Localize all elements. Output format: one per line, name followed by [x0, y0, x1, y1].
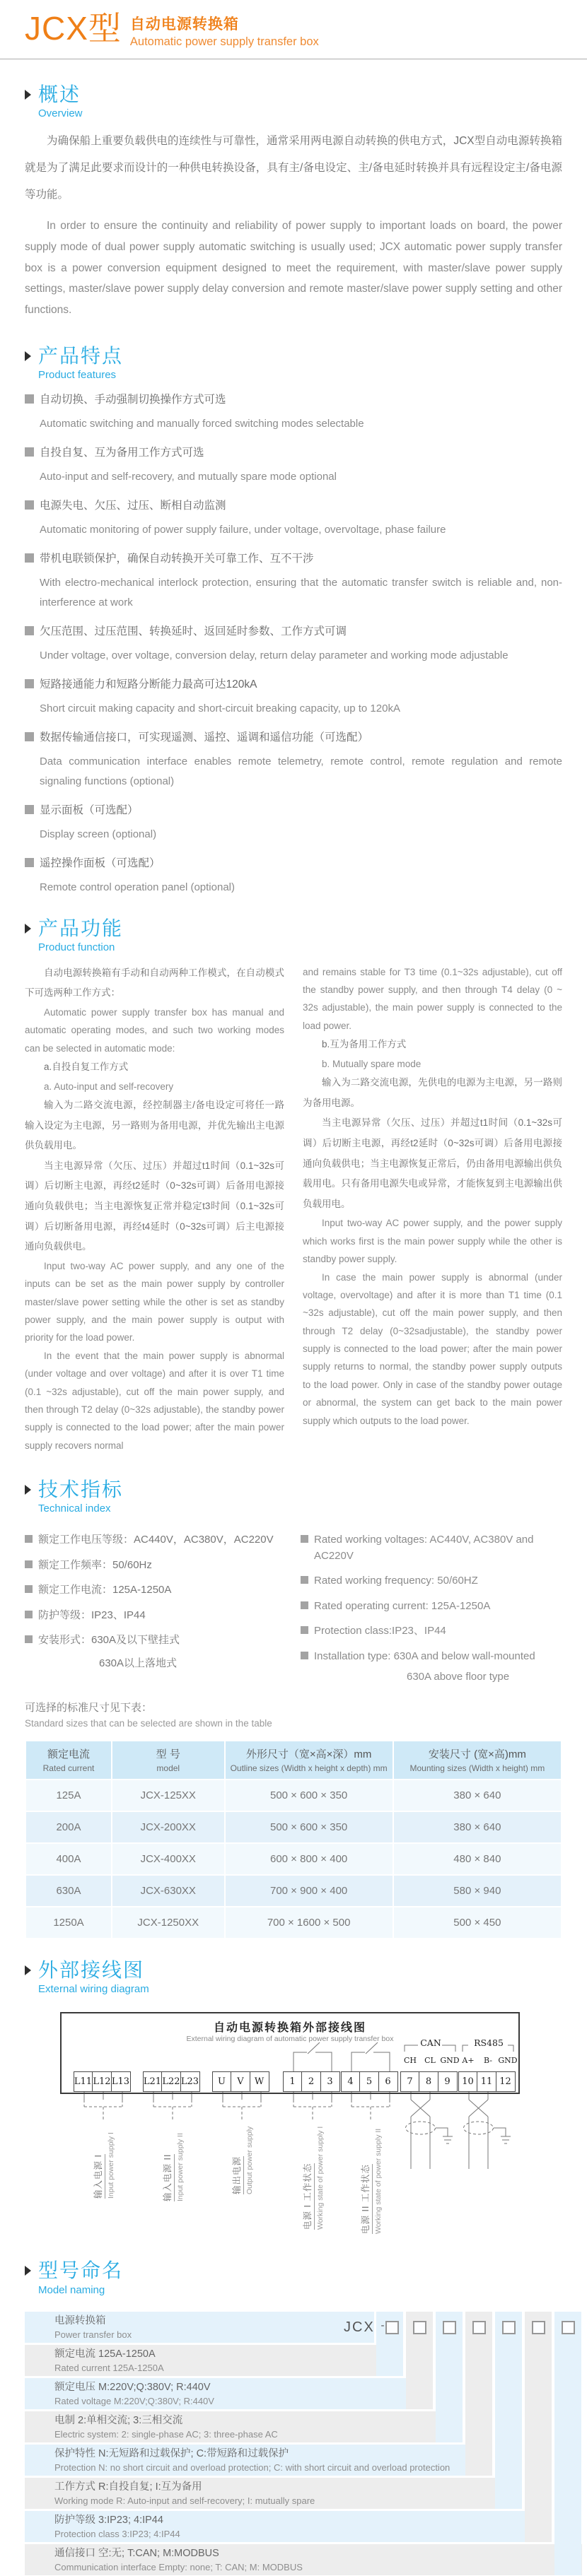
terminal-cell: L21: [143, 2071, 163, 2092]
terminal-cell: 9: [438, 2071, 458, 2092]
triangle-bullet-icon: [25, 1485, 31, 1495]
tech-heading: [25, 1478, 562, 1515]
sizes-table-row: [26, 1780, 561, 1811]
tech-item: 额定工作电流：125A-1250A: [25, 1582, 286, 1599]
label-working-state-2: 电源 II 工作状态 Working state of power supply II: [359, 2129, 383, 2234]
terminal-group-input1: [74, 2071, 131, 2092]
section-tech-index: [25, 1478, 562, 1683]
naming-row: 额定电压 M:220V;Q:380V; R:440V Rated voltage M:220V;Q:380V; R:440V: [25, 2378, 433, 2409]
label-working-state-1: 电源 I 工作状态 Working state of power supply I: [301, 2127, 325, 2230]
overview-paragraph-en: In order to ensure the continuity and reliability of power supply to important loads on board, the power supply mode of dual power supply automatic switching is usually used; JCX automatic power supply transfer box is a power conversion equipment designed to meet the requirement, with master/slave power supply settings, master/slave power supply delay conversion and remote master/slave power supply setting and other functions.: [25, 220, 562, 317]
wiring-box-title-en: External wiring diagram of automatic power supply transfer box: [186, 2035, 394, 2044]
pin-label: GND: [440, 2056, 460, 2066]
overview-heading: [25, 83, 562, 119]
cell-rated-current: 1250A: [26, 1907, 111, 1938]
pin-label: CH: [403, 2056, 417, 2066]
overview-paragraph-zh: 为确保船上重要负载供电的连续性与可靠性，通常采用两电源自动转换的供电方式，JCX型自动电源转换箱就是为了满足此要求而设计的一种供电转换设备，具有主/备电设定、主/备电延时转换并具有远程设定主/备电源等功能。: [25, 135, 562, 201]
label-input-power-2: 输入电源 II Input power supply II: [161, 2134, 185, 2202]
triangle-bullet-icon: [25, 1965, 31, 1975]
rs485-pin-labels: [458, 2056, 518, 2065]
terminal-cell: 5: [359, 2071, 379, 2092]
feature-item: [25, 855, 562, 898]
sizes-table-row: [26, 1812, 561, 1842]
features-title-en: Product features: [38, 369, 117, 382]
sizes-table-header-row: [26, 1741, 561, 1779]
cell-mounting-size: 500 × 450: [394, 1907, 561, 1938]
cell-mounting-size: 580 × 940: [394, 1876, 561, 1906]
header-titles: [130, 11, 319, 49]
sizes-note-en: Standard sizes that can be selected are shown in the table: [25, 1718, 272, 1729]
naming-title-zh: 型号命名: [38, 2259, 124, 2282]
terminal-group-7-9: [401, 2071, 458, 2092]
terminal-cell: 2: [301, 2071, 321, 2092]
naming-digit-column-2: [406, 2312, 433, 2409]
feature-item: [25, 498, 562, 540]
dash: -: [380, 2319, 385, 2331]
cell-model: JCX-630XX: [112, 1876, 224, 1906]
features-list: [25, 392, 562, 898]
terminal-cell: W: [250, 2071, 269, 2092]
terminal-cell: 4: [341, 2071, 361, 2092]
function-paragraph: 输入为二路交流电源，先供电的电源为主电源，另一路则为备用电源。: [303, 1077, 562, 1108]
terminal-group-input2: [144, 2071, 200, 2092]
cell-outline-size: 700 × 1600 × 500: [226, 1907, 393, 1938]
terminal-cell: 12: [496, 2071, 516, 2092]
terminal-cell: L22: [161, 2071, 181, 2092]
feature-item: [25, 676, 562, 719]
sizes-note-zh: 可选择的标准尺寸见下表：: [25, 1702, 153, 1715]
terminal-group-1-3: [284, 2071, 340, 2092]
wiring-heading: [25, 1959, 562, 1995]
wiring-box-title-zh: 自动电源转换箱外部接线图: [213, 2021, 366, 2035]
feature-text-en: Remote control operation panel (optional): [40, 881, 235, 893]
tech-item: 安装形式：630A及以下壁挂式 630A以上落地式: [25, 1633, 286, 1670]
function-heading: [25, 917, 562, 953]
feature-text-zh: 带机电联锁保护，确保自动转换开关可靠工作、互不干涉: [25, 551, 562, 567]
features-heading: [25, 345, 562, 381]
function-paragraph: Automatic power supply transfer box has manual and automatic operating modes, and such two working modes can be selected in automatic mode:: [25, 1006, 284, 1054]
terminal-cell: L23: [180, 2071, 200, 2092]
section-sizes: [25, 1700, 562, 1939]
feature-text-zh: 自投自复、互为备用工作方式可选: [25, 445, 562, 461]
section-wiring: [25, 1959, 562, 2240]
naming-digit-column-1: [376, 2312, 403, 2376]
can-bus-label: CAN: [420, 2037, 441, 2049]
naming-digit-column-7: [554, 2312, 581, 2575]
naming-row: 保护特性 N:无短路和过载保护; C:带短路和过载保护 Protection N: no short circuit and overload protection; C: with short circuit and overload protection: [25, 2445, 492, 2476]
terminal-cell: 1: [283, 2071, 303, 2092]
cell-mounting-size: 380 × 640: [394, 1780, 561, 1811]
feature-text-en: Automatic monitoring of power supply failure, under voltage, overvoltage, phase failure: [40, 524, 446, 536]
section-features: [25, 345, 562, 898]
pin-label: CL: [424, 2056, 436, 2066]
feature-text-zh: 遥控操作面板（可选配）: [25, 855, 562, 871]
cell-rated-current: 400A: [26, 1844, 111, 1874]
feature-item: [25, 802, 562, 845]
square-bullet-icon: [25, 858, 34, 867]
function-paragraph: 输入为二路交流电源，经控制器主/备电设定可将任一路输入设定为主电源，另一路则为备用电源，并优先输出主电源供负载用电。: [25, 1100, 284, 1151]
feature-text-en: Automatic switching and manually forced switching modes selectable: [40, 418, 364, 430]
cell-rated-current: 200A: [26, 1812, 111, 1842]
square-bullet-icon: [301, 1576, 308, 1584]
square-bullet-icon: [25, 1611, 33, 1618]
square-bullet-icon: [25, 626, 34, 635]
tech-item: Rated working voltages: AC440V, AC380V and AC220V: [301, 1532, 562, 1564]
terminal-cell: L12: [92, 2071, 112, 2092]
feature-item: [25, 623, 562, 666]
terminal-cell: L13: [111, 2071, 131, 2092]
naming-row: 通信接口 空:无; T:CAN; M:MODBUS Communication interface Empty: none; T: CAN; M: MODBUS: [25, 2544, 582, 2575]
naming-title-en: Model naming: [38, 2283, 105, 2296]
naming-digit-column-4: [465, 2312, 492, 2476]
naming-digit-column-6: [525, 2312, 552, 2542]
section-model-naming: [25, 2259, 562, 2575]
terminal-cell: V: [231, 2071, 250, 2092]
product-title-en: Automatic power supply transfer box: [129, 35, 319, 48]
cell-outline-size: 600 × 800 × 400: [226, 1844, 393, 1874]
naming-row: 工作方式 R:自投自复; I:互为备用 Working mode R: Auto-input and self-recovery; I: mutually spare: [25, 2478, 522, 2509]
feature-text-en: Under voltage, over voltage, conversion delay, return delay parameter and working mode adjustable: [40, 649, 508, 662]
rs485-bus-label: RS485: [474, 2037, 504, 2049]
feature-item: [25, 392, 562, 434]
terminal-group-output: [213, 2071, 269, 2092]
square-bullet-icon: [25, 1635, 33, 1643]
naming-digit-column-3: [436, 2312, 463, 2442]
naming-row: 电制 2:单相交流; 3:三相交流 Electric system: 2: single-phase AC; 3: three-phase AC: [25, 2411, 463, 2442]
tech-item: 额定工作电压等级：AC440V，AC380V，AC220V: [25, 1532, 286, 1548]
features-title-zh: 产品特点: [38, 344, 124, 367]
function-paragraph: and remains stable for T3 time (0.1~32s adjustable), cut off the standby power supply, and then through T4 delay (0 ~ 32s adjustable), the main power supply is connected to the load power.: [303, 966, 562, 1031]
terminal-cell: L11: [74, 2071, 93, 2092]
terminal-cell: 7: [400, 2071, 420, 2092]
square-bullet-icon: [25, 805, 34, 814]
feature-text-zh: 显示面板（可选配）: [25, 802, 562, 818]
feature-text-en: Data communication interface enables remote telemetry, remote control, remote regulation and remote signaling functions (optional): [40, 755, 562, 787]
square-bullet-icon: [25, 732, 34, 741]
wiring-title-en: External wiring diagram: [38, 1983, 149, 1996]
tech-item: 额定工作频率：50/60Hz: [25, 1558, 286, 1574]
terminal-cell: 11: [477, 2071, 496, 2092]
terminal-group-4-6: [342, 2071, 398, 2092]
square-bullet-icon: [25, 1535, 33, 1543]
feature-text-zh: 短路接通能力和短路分断能力最高可达120kA: [25, 676, 562, 693]
function-paragraph: 当主电源异常（欠压、过压）并超过t1时间（0.1~32s可调）后切断主电源，再经t2延时（0~32s可调）后备用电源接通向负载供电；当主电源恢复正常并稳定t3时间（0.1~32s可调）后切断备用电源，再经t4延时（0~32s可调）后主电源接通向负载供电。: [25, 1160, 284, 1252]
model-naming-diagram: [25, 2312, 562, 2576]
triangle-bullet-icon: [25, 90, 31, 100]
section-overview: [25, 83, 562, 321]
function-paragraph: a.自投自复工作方式: [44, 1061, 129, 1073]
function-paragraph: b. Mutually spare mode: [322, 1058, 422, 1069]
function-paragraph: a. Auto-input and self-recovery: [44, 1081, 174, 1092]
feature-text-zh: 欠压范围、过压范围、转换延时、返回延时参数、工作方式可调: [25, 623, 562, 640]
terminal-cell: 3: [320, 2071, 340, 2092]
label-output-power: 输出电源 Output power supply: [230, 2127, 254, 2194]
tech-item: Rated operating current: 125A-1250A: [301, 1599, 562, 1615]
square-bullet-icon: [25, 1585, 33, 1593]
function-paragraph: Input two-way AC power supply, and the power supply which works first is the main power supply while the other is standby power supply.: [303, 1218, 562, 1265]
overview-title-zh: 概述: [38, 83, 81, 105]
cell-model: JCX-1250XX: [112, 1907, 224, 1938]
cell-mounting-size: 480 × 840: [394, 1844, 561, 1874]
function-paragraph: Input two-way AC power supply, and any one of the inputs can be set as the main power supply by controller master/slave power setting while the other is set as standby power supply, and the main power supply is output with priority for the load power.: [25, 1260, 284, 1343]
terminal-cell: 8: [419, 2071, 438, 2092]
feature-text-zh: 数据传输通信接口，可实现遥测、遥控、遥调和遥信功能（可选配）: [25, 729, 562, 746]
page-header: [0, 0, 587, 49]
cell-mounting-size: 380 × 640: [394, 1812, 561, 1842]
square-bullet-icon: [301, 1652, 308, 1659]
pin-label: B-: [483, 2056, 492, 2066]
overview-title-en: Overview: [38, 107, 83, 120]
square-bullet-icon: [25, 679, 34, 688]
cell-model: JCX-125XX: [112, 1780, 224, 1811]
function-title-zh: 产品功能: [38, 917, 124, 939]
function-paragraph: In the event that the main power supply is abnormal (under voltage and over voltage) and after it is over T1 time (0.1 ~32s adjustable), cut off the main power supply, and then through T2 delay (0~32s adjustable), the standby power supply is connected to the load power; after the main power supply recovers normal: [25, 1350, 284, 1451]
terminal-cell: 6: [378, 2071, 398, 2092]
label-input-power-1: 输入电源 I Input power supply I: [91, 2132, 115, 2199]
function-paragraph: In case the main power supply is abnormal (under voltage, overvoltage) and after it is more than T1 time (0.1 ~32s adjustable), cut off the main power supply, and then through T2 delay (0~32sadjustable), the standby power supply is connected to the load power; after the main power supply returns to normal, the standby power supply outputs to the load power. Only in case of the standby power outage or abnormal, the system can get back to the main power supply which outputs to the load power.: [303, 1271, 562, 1426]
function-paragraph: 自动电源转换箱有手动和自动两种工作模式，在自动模式下可选两种工作方式：: [25, 967, 284, 999]
wiring-title-zh: 外部接线图: [38, 1959, 145, 1982]
function-title-en: Product function: [38, 941, 115, 953]
square-bullet-icon: [301, 1626, 308, 1634]
terminal-group-10-12: [459, 2071, 516, 2092]
tech-item: Protection class:IP23、IP44: [301, 1623, 562, 1640]
sizes-table-header-cell: 外形尺寸（宽×高×深）mm Outline sizes (Width x height x depth) mm: [226, 1741, 393, 1779]
tech-list-en: [301, 1523, 562, 1683]
tech-item: 防护等级：IP23、IP44: [25, 1608, 286, 1624]
tech-title-en: Technical index: [38, 1502, 111, 1515]
cell-model: JCX-400XX: [112, 1844, 224, 1874]
tech-item: Installation type: 630A and below wall-mounted 630A above floor type: [301, 1649, 562, 1683]
naming-row: 防护等级 3:IP23; 4:IP44 Protection class 3:IP23; 4:IP44: [25, 2511, 552, 2542]
cell-outline-size: 500 × 600 × 350: [226, 1780, 393, 1811]
sizes-table-header-cell: 额定电流 Rated current: [26, 1741, 111, 1779]
function-column-left: [25, 963, 284, 1454]
feature-text-en: Display screen (optional): [40, 828, 157, 840]
function-column-right: [303, 963, 562, 1454]
triangle-bullet-icon: [25, 2266, 31, 2276]
feature-item: [25, 729, 562, 792]
section-function: [25, 917, 562, 1455]
function-paragraph: 当主电源异常（欠压、过压）并超过t1时间（0.1~32s可调）后切断主电源，再经t2延时（0~32s可调）后备用电源接通向负载供电；当主电源恢复正常后，仍由备用电源输出供负载用电。只有备用电源失电或异常，才能恢复到主电源输出供负载用电。: [303, 1117, 562, 1209]
sizes-table-header-cell: 安装尺寸 (宽×高)mm Mounting sizes (Width x height) mm: [394, 1741, 561, 1779]
triangle-bullet-icon: [25, 924, 31, 934]
feature-text-zh: 电源失电、欠压、过压、断相自动监测: [25, 498, 562, 514]
tech-item: Rated working frequency: 50/60HZ: [301, 1573, 562, 1589]
wiring-figure: [60, 2012, 569, 2240]
feature-text-en: With electro-mechanical interlock protection, ensuring that the automatic transfer switch is reliable and, non-interference at work: [40, 577, 562, 609]
function-paragraph: b.互为备用工作方式: [322, 1039, 407, 1050]
cell-rated-current: 125A: [26, 1780, 111, 1811]
feature-text-en: Auto-input and self-recovery, and mutually spare mode optional: [40, 471, 337, 483]
naming-digit-column-5: [495, 2312, 522, 2509]
pin-label: A+: [462, 2056, 475, 2066]
feature-item: [25, 445, 562, 487]
triangle-bullet-icon: [25, 351, 31, 361]
square-bullet-icon: [25, 553, 34, 563]
cell-rated-current: 630A: [26, 1876, 111, 1906]
sizes-table: [25, 1740, 562, 1939]
can-pin-labels: [400, 2056, 460, 2065]
cell-model: JCX-200XX: [112, 1812, 224, 1842]
square-bullet-icon: [25, 447, 34, 457]
square-bullet-icon: [25, 394, 34, 404]
square-bullet-icon: [301, 1601, 308, 1609]
naming-row: 额定电流 125A-1250A Rated current 125A-1250A: [25, 2345, 403, 2376]
square-bullet-icon: [301, 1535, 308, 1543]
sizes-table-row: [26, 1876, 561, 1906]
sizes-table-row: [26, 1844, 561, 1874]
terminal-cell: 10: [458, 2071, 478, 2092]
feature-item: [25, 551, 562, 613]
model-code: JCX型: [25, 10, 122, 47]
naming-model-code: JCX: [344, 2319, 375, 2335]
terminal-cell: U: [212, 2071, 232, 2092]
feature-text-en: Short circuit making capacity and short-circuit breaking capacity, up to 120kA: [40, 702, 400, 715]
product-title-zh: 自动电源转换箱: [129, 16, 239, 33]
square-bullet-icon: [25, 1560, 33, 1568]
pin-label: GND: [498, 2056, 518, 2066]
feature-text-zh: 自动切换、手动强制切换操作方式可选: [25, 392, 562, 408]
tech-title-zh: 技术指标: [38, 1478, 124, 1501]
naming-heading: [25, 2259, 562, 2295]
sizes-table-header-cell: 型 号 model: [112, 1741, 224, 1779]
square-bullet-icon: [25, 500, 34, 510]
sizes-table-row: [26, 1907, 561, 1938]
cell-outline-size: 700 × 900 × 400: [226, 1876, 393, 1906]
naming-row: 电源转换箱 Power transfer box: [25, 2312, 374, 2343]
tech-list-zh: [25, 1523, 286, 1683]
cell-outline-size: 500 × 600 × 350: [226, 1812, 393, 1842]
